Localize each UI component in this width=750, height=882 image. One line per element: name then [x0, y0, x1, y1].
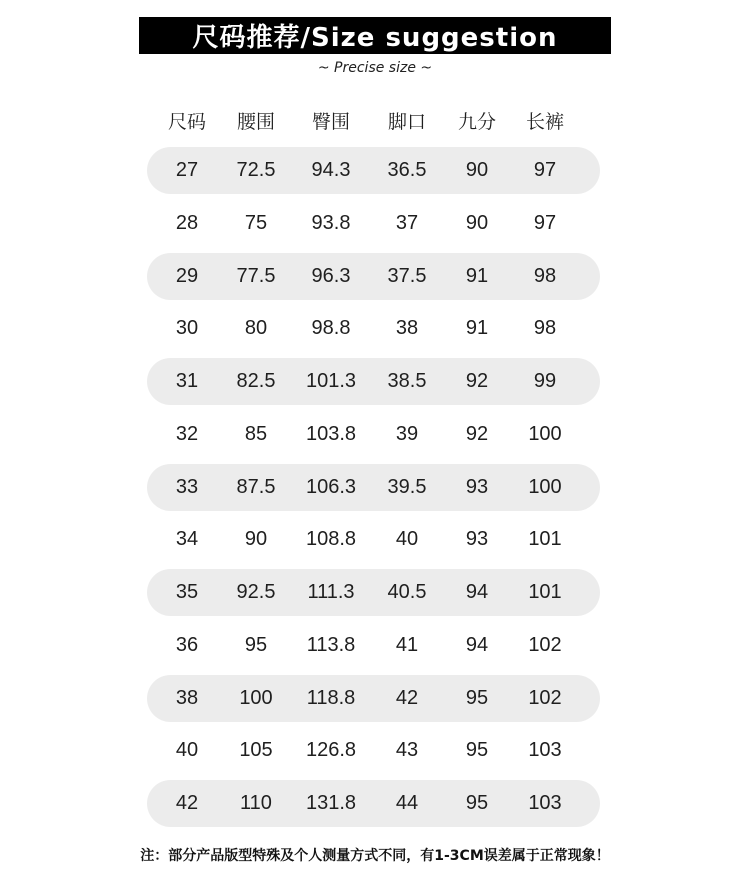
- cell-waist: 82.5: [236, 370, 276, 392]
- cell-hip: 98.8: [311, 317, 351, 340]
- cell-ankle-length: 94: [465, 581, 489, 603]
- cell-ankle-length: 90: [465, 211, 489, 234]
- cell-size: 42: [175, 792, 199, 814]
- cell-hip: 111.3: [307, 581, 355, 603]
- cell-full-length: 101: [528, 528, 562, 551]
- subtitle: ~ Precise size ~: [317, 60, 433, 76]
- table-row: [147, 200, 600, 247]
- cell-full-length: 100: [528, 422, 562, 445]
- cell-waist: 100: [239, 686, 273, 709]
- header-hip: 臀围: [311, 110, 350, 133]
- table-row: [147, 516, 600, 563]
- cell-full-length: 98: [533, 264, 557, 287]
- cell-hip: 106.3: [305, 475, 357, 498]
- cell-waist: 85: [244, 422, 268, 445]
- cell-size: 38: [175, 686, 199, 709]
- cell-ankle-length: 90: [465, 159, 489, 181]
- cell-ankle-length: 95: [465, 739, 489, 762]
- cell-size: 35: [175, 581, 199, 603]
- cell-size: 27: [175, 159, 199, 181]
- cell-ankle-length: 93: [465, 528, 489, 551]
- cell-leg-opening: 40.5: [387, 581, 427, 603]
- cell-hip: 96.3: [311, 264, 351, 287]
- cell-leg-opening: 37.5: [387, 264, 427, 287]
- cell-full-length: 103: [528, 792, 562, 814]
- cell-leg-opening: 36.5: [387, 159, 427, 181]
- table-row: [147, 411, 600, 458]
- cell-leg-opening: 44: [395, 792, 419, 814]
- table-row: [147, 675, 600, 722]
- cell-hip: 131.8: [305, 792, 357, 814]
- table-row: [147, 727, 600, 774]
- table-row: [147, 358, 600, 405]
- table-row: [147, 780, 600, 827]
- header-leg-opening: 脚口: [387, 110, 426, 133]
- cell-waist: 90: [244, 528, 268, 551]
- table-row: [147, 622, 600, 669]
- cell-leg-opening: 40: [395, 528, 419, 551]
- cell-leg-opening: 39: [395, 422, 419, 445]
- cell-hip: 118.8: [306, 686, 356, 709]
- cell-hip: 101.3: [305, 370, 357, 392]
- table-row: [147, 569, 600, 616]
- cell-size: 30: [175, 317, 199, 340]
- header-waist: 腰围: [236, 110, 275, 133]
- cell-waist: 72.5: [236, 159, 276, 181]
- table-header: [147, 100, 600, 140]
- cell-full-length: 101: [528, 581, 562, 603]
- cell-ankle-length: 93: [465, 475, 489, 498]
- size-table: [147, 147, 600, 833]
- cell-ankle-length: 91: [465, 317, 489, 340]
- cell-waist: 77.5: [236, 264, 276, 287]
- cell-full-length: 102: [528, 633, 562, 656]
- cell-waist: 110: [240, 792, 272, 814]
- cell-waist: 95: [244, 633, 268, 656]
- cell-size: 33: [175, 475, 199, 498]
- cell-size: 32: [175, 422, 199, 445]
- cell-leg-opening: 38: [395, 317, 419, 340]
- cell-full-length: 97: [533, 159, 557, 181]
- cell-size: 36: [175, 633, 199, 656]
- cell-full-length: 102: [528, 686, 562, 709]
- header-full-length: 长裤: [525, 110, 564, 133]
- cell-waist: 92.5: [236, 581, 276, 603]
- cell-hip: 103.8: [305, 422, 357, 445]
- table-row: [147, 464, 600, 511]
- cell-full-length: 97: [533, 211, 557, 234]
- cell-leg-opening: 41: [395, 633, 419, 656]
- footnote: 注：部分产品版型特殊及个人测量方式不同，有1-3CM误差属于正常现象！: [140, 848, 610, 864]
- table-row: [147, 305, 600, 352]
- cell-size: 28: [175, 211, 199, 234]
- cell-waist: 105: [239, 739, 273, 762]
- cell-ankle-length: 91: [465, 264, 489, 287]
- cell-full-length: 99: [533, 370, 557, 392]
- cell-hip: 113.8: [306, 633, 356, 656]
- cell-hip: 93.8: [311, 211, 351, 234]
- cell-waist: 87.5: [236, 475, 276, 498]
- cell-size: 31: [175, 370, 199, 392]
- cell-ankle-length: 92: [465, 370, 489, 392]
- cell-ankle-length: 95: [465, 686, 489, 709]
- cell-hip: 126.8: [305, 739, 357, 762]
- cell-hip: 108.8: [305, 528, 357, 551]
- cell-full-length: 103: [528, 739, 562, 762]
- cell-ankle-length: 95: [465, 792, 489, 814]
- cell-leg-opening: 42: [395, 686, 419, 709]
- cell-full-length: 100: [528, 475, 562, 498]
- cell-leg-opening: 37: [395, 211, 419, 234]
- cell-size: 29: [175, 264, 199, 287]
- table-row: [147, 253, 600, 300]
- cell-leg-opening: 38.5: [387, 370, 427, 392]
- header-ankle-length: 九分: [457, 110, 496, 133]
- cell-ankle-length: 92: [465, 422, 489, 445]
- cell-hip: 94.3: [311, 159, 351, 181]
- cell-size: 34: [175, 528, 199, 551]
- cell-ankle-length: 94: [465, 633, 489, 656]
- cell-size: 40: [175, 739, 199, 762]
- cell-waist: 75: [244, 211, 268, 234]
- cell-full-length: 98: [533, 317, 557, 340]
- table-row: [147, 147, 600, 194]
- cell-waist: 80: [244, 317, 268, 340]
- header-size: 尺码: [167, 110, 206, 133]
- cell-leg-opening: 39.5: [387, 475, 427, 498]
- cell-leg-opening: 43: [395, 739, 419, 762]
- page-title: 尺码推荐/Size suggestion: [139, 17, 611, 54]
